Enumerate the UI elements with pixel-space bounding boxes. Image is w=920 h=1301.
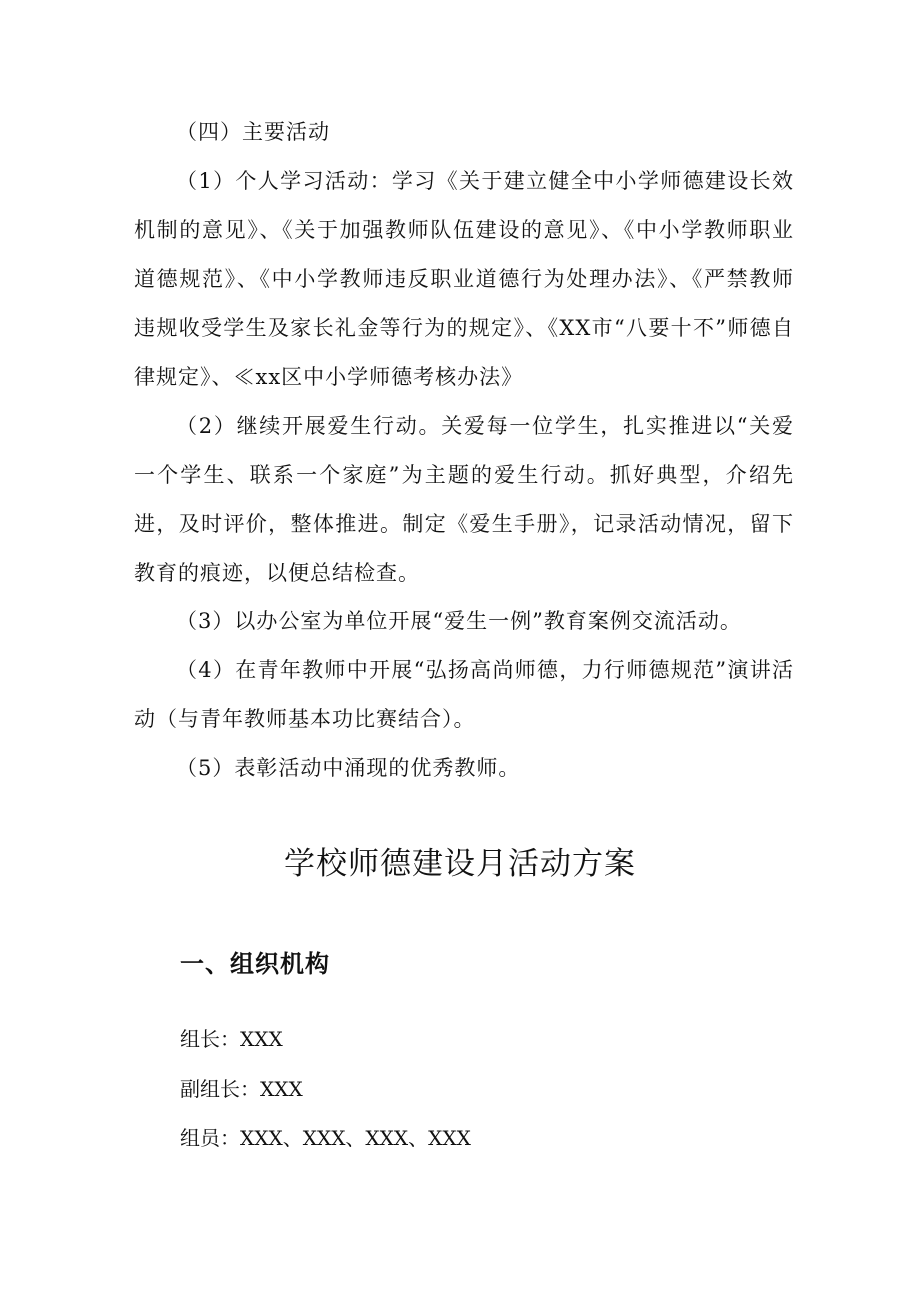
document-title: 学校师德建设月活动方案 [284, 846, 636, 882]
section-heading: （四）主要活动 [176, 120, 330, 144]
activity-item-4: （4）在青年教师中开展“弘扬高尚师德，力行师德规范”演讲活动（与青年教师基本功比赛结合）。 [134, 658, 794, 731]
org-section-title: 一、组织机构 [180, 950, 330, 978]
activity-item-5: （5）表彰活动中涌现的优秀教师。 [176, 756, 521, 780]
member-deputy-leader: 副组长：XXX [180, 1077, 303, 1101]
activity-item-1: （1）个人学习活动：学习《关于建立健全中小学师德建设长效机制的意见》、《关于加强教师队伍建设的意见》、《中小学教师职业道德规范》、《中小学教师违反职业道德行为处理办法》、《严禁教师违规收受学生及家长礼金等行为的规定》、《XX市“八要十不”师德自律规定》、≪xx区中小学师德考核办法》 [134, 169, 794, 389]
activity-item-2: （2）继续开展爱生行动。关爱每一位学生，扎实推进以“关爱一个学生、联系一个家庭”为主题的爱生行动。抓好典型，介绍先进，及时评价，整体推进。制定《爱生手册》，记录活动情况，留下教育的痕迹，以便总结检查。 [134, 414, 794, 585]
member-list: 组员：XXX、XXX、XXX、XXX [180, 1126, 471, 1150]
member-leader: 组长：XXX [180, 1027, 283, 1051]
activity-item-3: （3）以办公室为单位开展“爱生一例”教育案例交流活动。 [176, 609, 742, 633]
